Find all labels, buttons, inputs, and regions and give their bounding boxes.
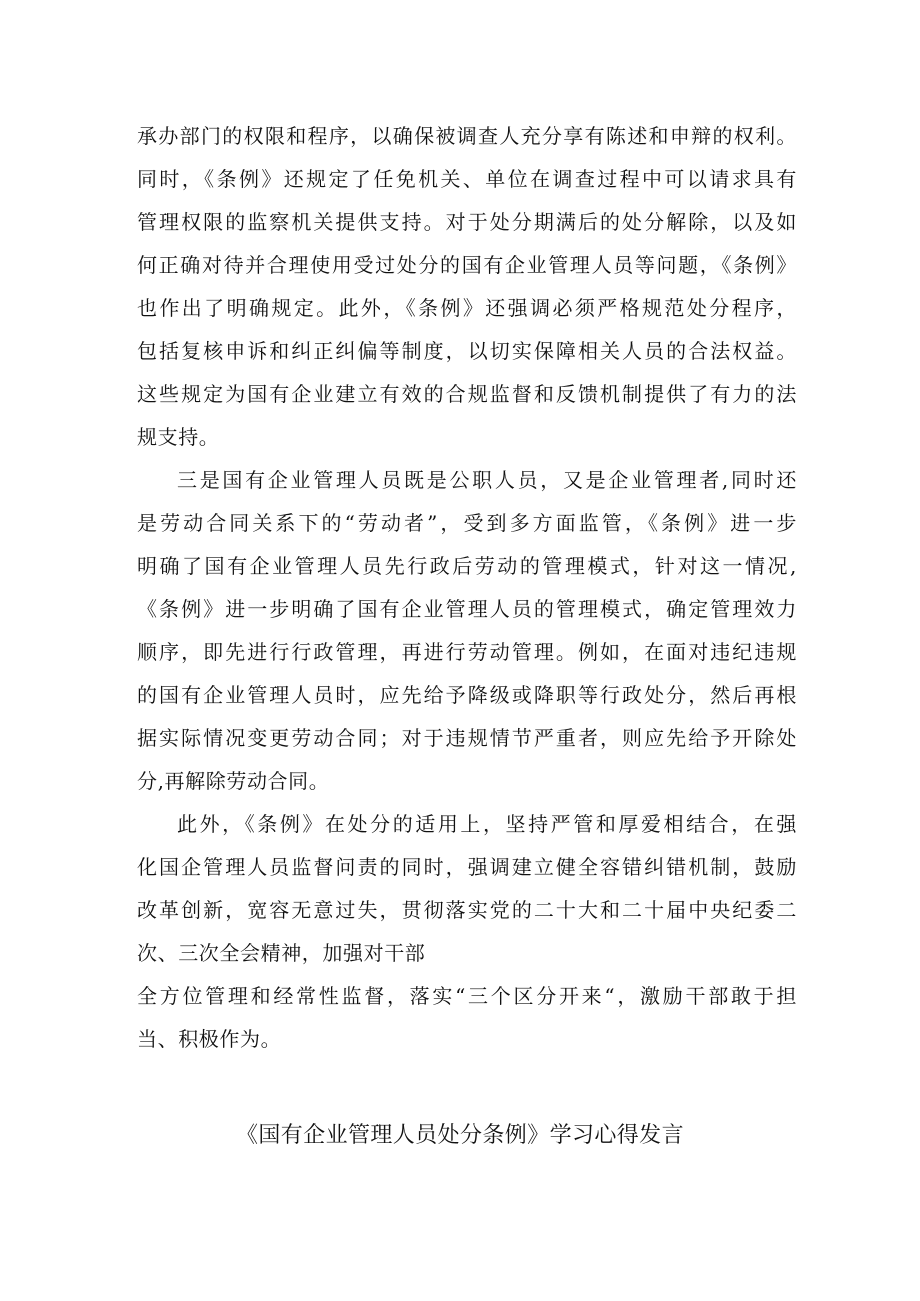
text-line: 包括复核申诉和纠正纠偏等制度，以切实保障相关人员的合法权益。 — [137, 339, 797, 363]
paragraph-start-line: 三是国有企业管理人员既是公职人员，又是企业管理者,同时还 — [177, 468, 797, 492]
text-line: 是劳动合同关系下的“劳动者”，受到多方面监管，《条例》进一步 — [137, 511, 797, 535]
text-line: 分,再解除劳动合同。 — [137, 769, 330, 793]
document-title: 《国有企业管理人员处分条例》学习心得发言 — [235, 1123, 684, 1148]
text-line: 全方位管理和经常性监督，落实“三个区分开来“，激励干部敢于担 — [137, 984, 797, 1008]
text-line: 的国有企业管理人员时，应先给予降级或降职等行政处分，然后再根 — [137, 683, 797, 707]
text-line: 这些规定为国有企业建立有效的合规监督和反馈机制提供了有力的法 — [137, 382, 797, 406]
text-line: 也作出了明确规定。此外，《条例》还强调必须严格规范处分程序， — [137, 296, 797, 320]
text-line: 管理权限的监察机关提供支持。对于处分期满后的处分解除，以及如 — [137, 210, 797, 234]
paragraph-start-line: 此外，《条例》在处分的适用上，坚持严管和厚爱相结合，在强 — [177, 812, 797, 836]
document-body — [137, 115, 797, 1061]
text-line: 承办部门的权限和程序，以确保被调查人充分享有陈述和申辩的权利。 — [137, 124, 797, 148]
text-line: 规支持。 — [137, 425, 220, 449]
text-line: 何正确对待并合理使用受过处分的国有企业管理人员等问题，《条例》 — [137, 253, 797, 277]
text-line: 顺序，即先进行行政管理，再进行劳动管理。例如，在面对违纪违规 — [137, 640, 797, 664]
text-line: 明确了国有企业管理人员先行政后劳动的管理模式，针对这一情况, — [137, 554, 797, 578]
text-line: 《条例》进一步明确了国有企业管理人员的管理模式，确定管理效力 — [137, 597, 797, 621]
text-line: 化国企管理人员监督问责的同时，强调建立健全容错纠错机制，鼓励 — [137, 855, 797, 879]
text-line: 次、三次全会精神，加强对干部 — [137, 941, 426, 965]
text-line: 同时，《条例》还规定了任免机关、单位在调查过程中可以请求具有 — [137, 167, 797, 191]
text-line: 当、积极作为。 — [137, 1027, 282, 1051]
text-line: 据实际情况变更劳动合同；对于违规情节严重者，则应先给予开除处 — [137, 726, 797, 750]
text-line: 改革创新，宽容无意过失，贯彻落实党的二十大和二十届中央纪委二 — [137, 898, 797, 922]
